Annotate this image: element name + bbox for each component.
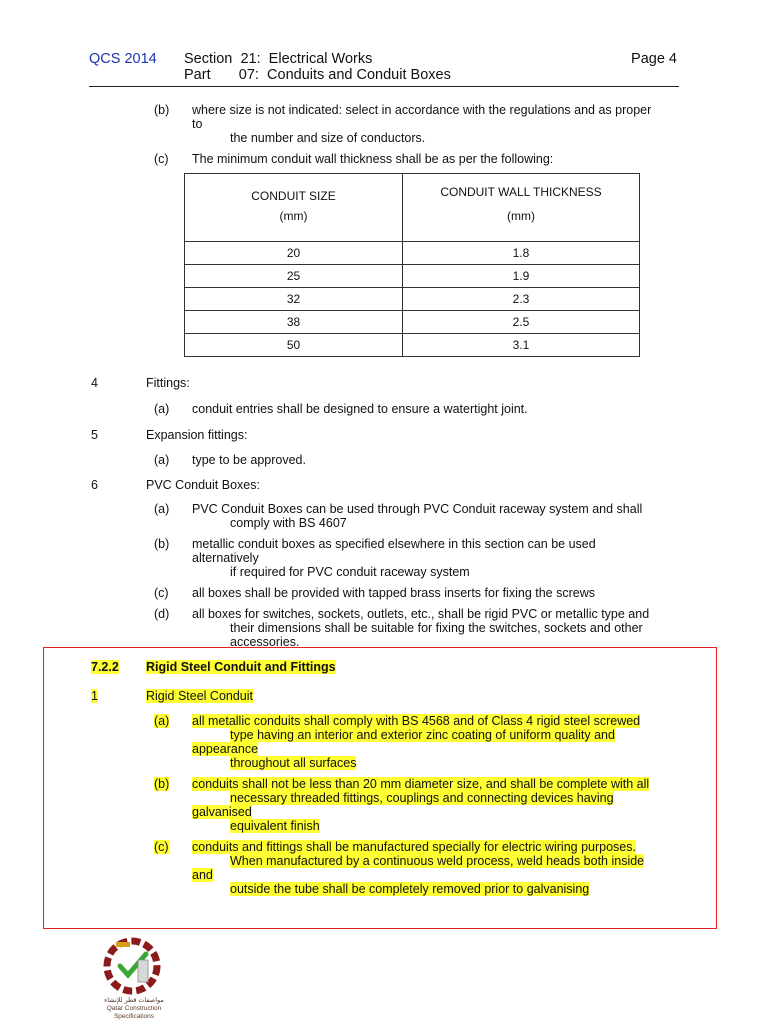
section-title: Electrical Works [268,51,373,67]
clause-6-number: 6 [91,478,98,492]
clause-5a-label: (a) [154,453,170,467]
item-b-label: (b) [154,103,170,117]
clause-5a-text: type to be approved. [192,453,306,467]
conduit-thickness-table [184,173,640,357]
logo-caption: مواصفات قطر للإنشاء Qatar Construction Specifications [104,997,164,1020]
col-header-size: CONDUIT SIZE (mm) [185,174,403,242]
rigid-c-label: (c) [154,840,169,854]
clause-5-number: 5 [91,428,98,442]
clause-6a-text: PVC Conduit Boxes can be used through PVC Conduit raceway system and shall comply with BS 4607 [192,502,643,530]
header-rule [89,86,679,87]
section-722-title: Rigid Steel Conduit and Fittings [146,660,336,674]
item-c-label: (c) [154,152,169,166]
clause-6-title: PVC Conduit Boxes: [146,478,260,492]
item-c-text: The minimum conduit wall thickness shall be as per the following: [192,152,554,166]
section-number: 21: [240,51,261,67]
header [89,51,157,67]
item-b-text: where size is not indicated: select in accordance with the regulations and as proper to the number and size of conductors. [192,103,652,145]
part-title: Conduits and Conduit Boxes [267,67,451,83]
section-line [184,51,372,67]
clause-6c-text: all boxes shall be provided with tapped brass inserts for fixing the screws [192,586,595,600]
section-label: Section [184,51,233,67]
table-header-row [185,174,640,242]
col-header-thickness: CONDUIT WALL THICKNESS (mm) [403,174,640,242]
clause-4-number: 4 [91,376,98,390]
table-row: 32 2.3 [185,288,640,311]
table-row: 50 3.1 [185,334,640,357]
clause-5-title: Expansion fittings: [146,428,248,442]
rigid-b-text: conduits shall not be less than 20 mm diameter size, and shall be complete with all necessary threaded fittings, couplings and connecting devices having galvanised equivalent finish [192,777,650,833]
clause-6d-text: all boxes for switches, sockets, outlets, etc., shall be rigid PVC or metallic type and their dimensions shall be suitable for fixing the switches, sockets and other accessories. [192,607,650,649]
part-line [184,67,451,83]
clause-6b-text: metallic conduit boxes as specified elsewhere in this section can be used alternatively if required for PVC conduit raceway system [192,537,596,579]
sub-1-number: 1 [91,689,98,703]
clause-6c-label: (c) [154,586,169,600]
section-722-number: 7.2.2 [91,660,119,674]
table-row: 38 2.5 [185,311,640,334]
document-code: QCS 2014 [89,51,157,67]
table-row: 20 1.8 [185,242,640,265]
sub-1-title: Rigid Steel Conduit [146,689,254,703]
clause-4a-text: conduit entries shall be designed to ensure a watertight joint. [192,402,528,416]
part-number: 07: [238,67,259,83]
part-label: Part [184,67,211,83]
rigid-a-text: all metallic conduits shall comply with BS 4568 and of Class 4 rigid steel screwed type having an interior and exterior zinc coating of uniform quality and appearance throughout all surfaces [192,714,641,770]
clause-6b-label: (b) [154,537,170,551]
rigid-b-label: (b) [154,777,170,791]
clause-4a-label: (a) [154,402,170,416]
clause-6d-label: (d) [154,607,170,621]
rigid-c-text: conduits and fittings shall be manufactured specially for electric wiring purposes. When manufactured by a continuous weld process, weld heads both inside and outside the tube shall be completely removed prior to galvanising [192,840,645,896]
table-row: 25 1.9 [185,265,640,288]
rigid-a-label: (a) [154,714,170,728]
clause-6a-label: (a) [154,502,170,516]
clause-4-title: Fittings: [146,376,190,390]
page-number: Page 4 [631,51,677,67]
